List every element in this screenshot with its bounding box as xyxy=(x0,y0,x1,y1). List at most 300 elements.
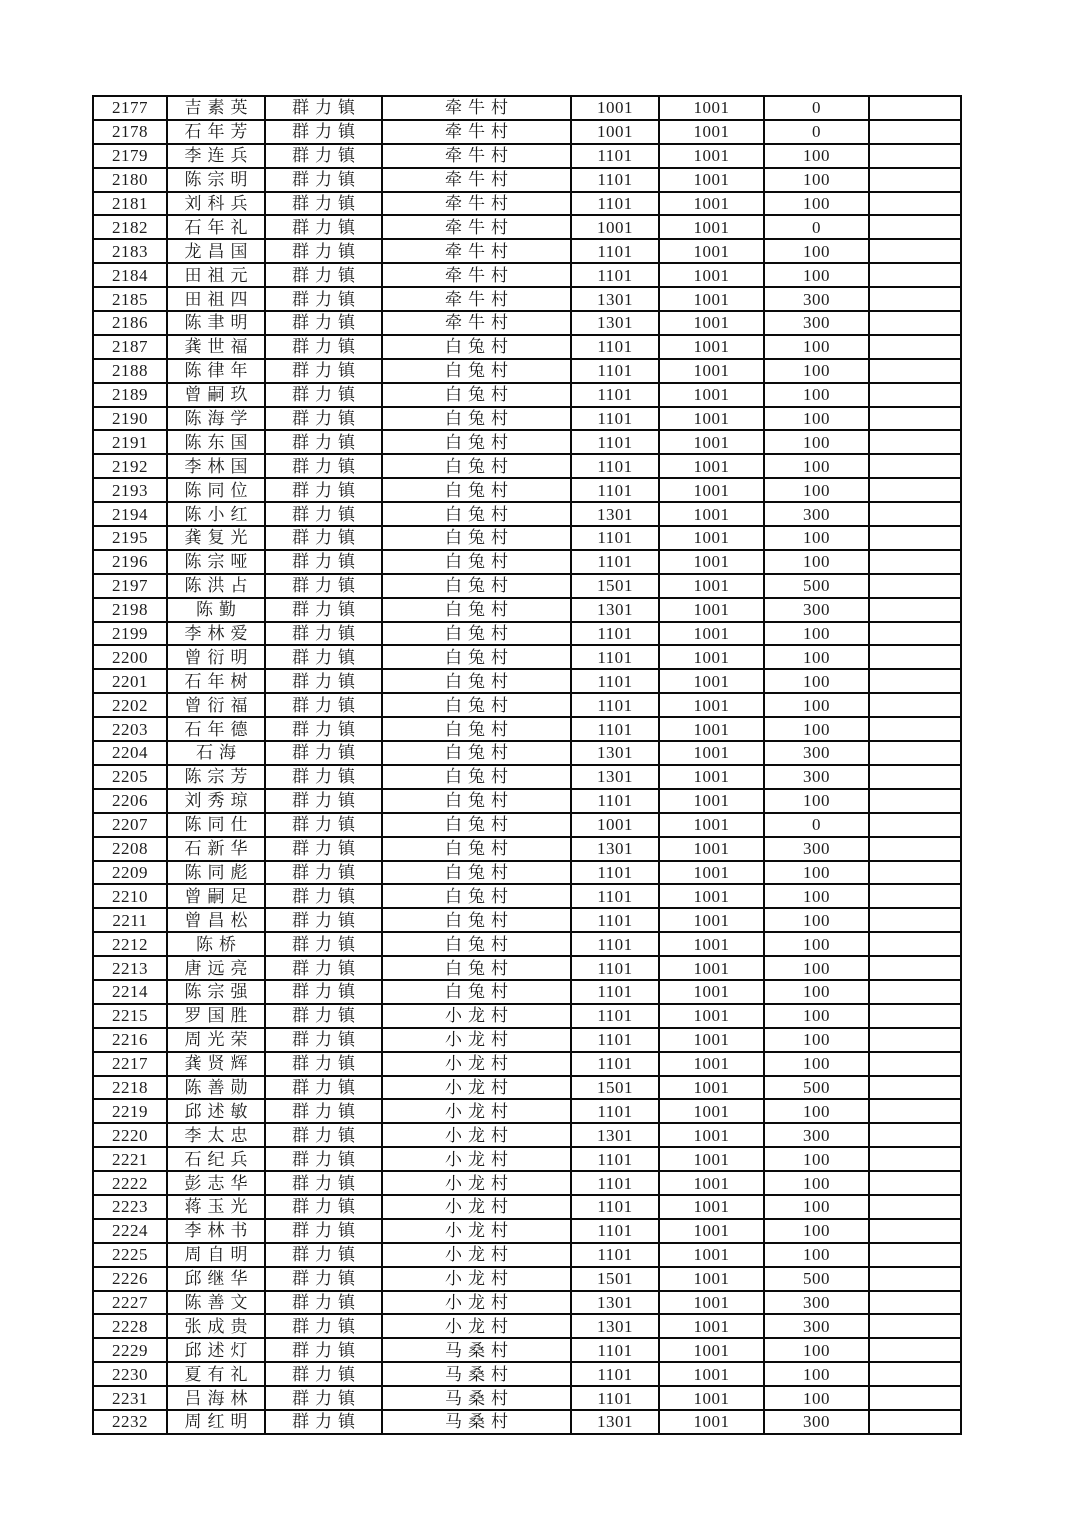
cell-amount-base: 1001 xyxy=(659,311,764,335)
cell-town: 群力镇 xyxy=(265,1028,382,1052)
cell-village: 小龙村 xyxy=(382,1052,571,1076)
table-row xyxy=(93,765,961,789)
cell-village: 小龙村 xyxy=(382,1171,571,1195)
cell-amount-difference: 300 xyxy=(764,837,869,861)
cell-amount-standard: 1101 xyxy=(571,1147,659,1171)
cell-village: 小龙村 xyxy=(382,1076,571,1100)
cell-amount-difference: 100 xyxy=(764,861,869,885)
cell-person-name: 李林国 xyxy=(167,454,265,478)
cell-town: 群力镇 xyxy=(265,263,382,287)
cell-person-name: 田祖四 xyxy=(167,287,265,311)
cell-amount-difference: 500 xyxy=(764,1267,869,1291)
cell-blank xyxy=(869,1219,961,1243)
cell-amount-difference: 300 xyxy=(764,1123,869,1147)
cell-amount-difference: 100 xyxy=(764,1338,869,1362)
cell-blank xyxy=(869,980,961,1004)
cell-amount-standard: 1101 xyxy=(571,1004,659,1028)
cell-town: 群力镇 xyxy=(265,1004,382,1028)
cell-person-name: 石年德 xyxy=(167,717,265,741)
cell-village: 白兔村 xyxy=(382,550,571,574)
cell-person-name: 刘秀琼 xyxy=(167,789,265,813)
cell-sequence-number: 2220 xyxy=(93,1123,167,1147)
cell-amount-base: 1001 xyxy=(659,837,764,861)
cell-sequence-number: 2214 xyxy=(93,980,167,1004)
cell-amount-difference: 300 xyxy=(764,502,869,526)
cell-amount-standard: 1001 xyxy=(571,215,659,239)
cell-blank xyxy=(869,287,961,311)
cell-amount-standard: 1101 xyxy=(571,1171,659,1195)
cell-person-name: 龚世福 xyxy=(167,335,265,359)
cell-amount-difference: 0 xyxy=(764,96,869,120)
cell-person-name: 刘科兵 xyxy=(167,192,265,216)
cell-person-name: 陈东国 xyxy=(167,430,265,454)
table-row xyxy=(93,1243,961,1267)
table-row xyxy=(93,598,961,622)
cell-amount-base: 1001 xyxy=(659,1410,764,1434)
cell-amount-standard: 1101 xyxy=(571,693,659,717)
cell-amount-difference: 100 xyxy=(764,144,869,168)
cell-blank xyxy=(869,526,961,550)
cell-amount-base: 1001 xyxy=(659,120,764,144)
cell-amount-difference: 100 xyxy=(764,1362,869,1386)
cell-amount-standard: 1301 xyxy=(571,598,659,622)
cell-amount-base: 1001 xyxy=(659,1171,764,1195)
cell-blank xyxy=(869,1291,961,1315)
cell-amount-difference: 100 xyxy=(764,932,869,956)
cell-amount-difference: 0 xyxy=(764,813,869,837)
cell-amount-base: 1001 xyxy=(659,789,764,813)
cell-person-name: 李连兵 xyxy=(167,144,265,168)
cell-amount-standard: 1101 xyxy=(571,168,659,192)
cell-village: 牵牛村 xyxy=(382,192,571,216)
cell-sequence-number: 2188 xyxy=(93,359,167,383)
table-row xyxy=(93,669,961,693)
table-row xyxy=(93,1099,961,1123)
cell-sequence-number: 2216 xyxy=(93,1028,167,1052)
cell-person-name: 曾嗣足 xyxy=(167,884,265,908)
cell-amount-standard: 1101 xyxy=(571,789,659,813)
cell-person-name: 邱述敏 xyxy=(167,1099,265,1123)
cell-amount-base: 1001 xyxy=(659,1195,764,1219)
table-row xyxy=(93,1052,961,1076)
cell-blank xyxy=(869,574,961,598)
cell-town: 群力镇 xyxy=(265,884,382,908)
cell-person-name: 李林爱 xyxy=(167,622,265,646)
cell-amount-standard: 1101 xyxy=(571,1052,659,1076)
cell-town: 群力镇 xyxy=(265,168,382,192)
cell-amount-base: 1001 xyxy=(659,1267,764,1291)
cell-blank xyxy=(869,789,961,813)
cell-town: 群力镇 xyxy=(265,1243,382,1267)
cell-amount-standard: 1101 xyxy=(571,430,659,454)
table-row xyxy=(93,502,961,526)
cell-village: 牵牛村 xyxy=(382,96,571,120)
cell-amount-difference: 100 xyxy=(764,1386,869,1410)
cell-person-name: 陈洪占 xyxy=(167,574,265,598)
cell-amount-base: 1001 xyxy=(659,1147,764,1171)
cell-amount-base: 1001 xyxy=(659,144,764,168)
cell-village: 白兔村 xyxy=(382,789,571,813)
cell-person-name: 曾嗣玖 xyxy=(167,383,265,407)
cell-amount-base: 1001 xyxy=(659,96,764,120)
cell-person-name: 周自明 xyxy=(167,1243,265,1267)
cell-village: 白兔村 xyxy=(382,717,571,741)
cell-amount-standard: 1101 xyxy=(571,144,659,168)
cell-person-name: 石海 xyxy=(167,741,265,765)
cell-blank xyxy=(869,1052,961,1076)
cell-amount-standard: 1101 xyxy=(571,908,659,932)
cell-village: 马桑村 xyxy=(382,1386,571,1410)
cell-sequence-number: 2227 xyxy=(93,1291,167,1315)
cell-amount-standard: 1101 xyxy=(571,717,659,741)
cell-town: 群力镇 xyxy=(265,1338,382,1362)
cell-person-name: 陈同位 xyxy=(167,478,265,502)
cell-person-name: 陈宗芳 xyxy=(167,765,265,789)
cell-sequence-number: 2222 xyxy=(93,1171,167,1195)
cell-blank xyxy=(869,502,961,526)
table-row xyxy=(93,1267,961,1291)
cell-blank xyxy=(869,1386,961,1410)
cell-village: 白兔村 xyxy=(382,765,571,789)
table-row xyxy=(93,813,961,837)
cell-amount-standard: 1101 xyxy=(571,884,659,908)
cell-amount-difference: 300 xyxy=(764,1314,869,1338)
cell-village: 小龙村 xyxy=(382,1219,571,1243)
cell-blank xyxy=(869,1076,961,1100)
cell-sequence-number: 2219 xyxy=(93,1099,167,1123)
roster-table xyxy=(92,95,962,1435)
cell-amount-base: 1001 xyxy=(659,1123,764,1147)
table-row xyxy=(93,1195,961,1219)
cell-amount-standard: 1001 xyxy=(571,96,659,120)
cell-sequence-number: 2192 xyxy=(93,454,167,478)
table-row xyxy=(93,861,961,885)
cell-blank xyxy=(869,1243,961,1267)
cell-village: 白兔村 xyxy=(382,526,571,550)
cell-person-name: 石纪兵 xyxy=(167,1147,265,1171)
cell-amount-base: 1001 xyxy=(659,598,764,622)
cell-town: 群力镇 xyxy=(265,956,382,980)
cell-amount-base: 1001 xyxy=(659,430,764,454)
cell-amount-standard: 1301 xyxy=(571,837,659,861)
cell-sequence-number: 2221 xyxy=(93,1147,167,1171)
cell-person-name: 陈勤 xyxy=(167,598,265,622)
cell-town: 群力镇 xyxy=(265,239,382,263)
table-row xyxy=(93,1362,961,1386)
cell-amount-difference: 0 xyxy=(764,120,869,144)
cell-amount-difference: 100 xyxy=(764,263,869,287)
table-row xyxy=(93,956,961,980)
cell-amount-base: 1001 xyxy=(659,669,764,693)
cell-amount-difference: 100 xyxy=(764,526,869,550)
cell-person-name: 陈善勋 xyxy=(167,1076,265,1100)
cell-village: 白兔村 xyxy=(382,383,571,407)
cell-amount-base: 1001 xyxy=(659,813,764,837)
cell-blank xyxy=(869,693,961,717)
cell-village: 白兔村 xyxy=(382,454,571,478)
cell-village: 白兔村 xyxy=(382,908,571,932)
table-row xyxy=(93,359,961,383)
cell-town: 群力镇 xyxy=(265,861,382,885)
cell-town: 群力镇 xyxy=(265,478,382,502)
cell-amount-base: 1001 xyxy=(659,239,764,263)
cell-amount-difference: 100 xyxy=(764,717,869,741)
cell-person-name: 陈桥 xyxy=(167,932,265,956)
cell-amount-difference: 100 xyxy=(764,1052,869,1076)
cell-amount-base: 1001 xyxy=(659,1028,764,1052)
cell-amount-standard: 1001 xyxy=(571,120,659,144)
cell-amount-difference: 100 xyxy=(764,1099,869,1123)
cell-person-name: 陈同仕 xyxy=(167,813,265,837)
cell-sequence-number: 2209 xyxy=(93,861,167,885)
cell-sequence-number: 2181 xyxy=(93,192,167,216)
cell-village: 白兔村 xyxy=(382,478,571,502)
cell-person-name: 吉素英 xyxy=(167,96,265,120)
cell-village: 牵牛村 xyxy=(382,168,571,192)
cell-town: 群力镇 xyxy=(265,1171,382,1195)
table-row xyxy=(93,430,961,454)
cell-amount-difference: 300 xyxy=(764,1410,869,1434)
cell-sequence-number: 2210 xyxy=(93,884,167,908)
cell-sequence-number: 2218 xyxy=(93,1076,167,1100)
cell-amount-difference: 100 xyxy=(764,192,869,216)
cell-sequence-number: 2223 xyxy=(93,1195,167,1219)
cell-amount-base: 1001 xyxy=(659,1338,764,1362)
cell-village: 小龙村 xyxy=(382,1314,571,1338)
table-row xyxy=(93,1219,961,1243)
cell-amount-difference: 100 xyxy=(764,908,869,932)
cell-village: 白兔村 xyxy=(382,645,571,669)
cell-blank xyxy=(869,645,961,669)
cell-amount-base: 1001 xyxy=(659,1052,764,1076)
cell-village: 白兔村 xyxy=(382,980,571,1004)
cell-amount-base: 1001 xyxy=(659,741,764,765)
cell-amount-base: 1001 xyxy=(659,1076,764,1100)
cell-sequence-number: 2193 xyxy=(93,478,167,502)
cell-amount-base: 1001 xyxy=(659,287,764,311)
cell-blank xyxy=(869,598,961,622)
cell-town: 群力镇 xyxy=(265,1195,382,1219)
cell-sequence-number: 2180 xyxy=(93,168,167,192)
cell-sequence-number: 2199 xyxy=(93,622,167,646)
cell-town: 群力镇 xyxy=(265,335,382,359)
cell-amount-standard: 1101 xyxy=(571,478,659,502)
cell-village: 白兔村 xyxy=(382,741,571,765)
table-row xyxy=(93,837,961,861)
cell-blank xyxy=(869,1123,961,1147)
cell-village: 白兔村 xyxy=(382,693,571,717)
cell-amount-difference: 100 xyxy=(764,550,869,574)
cell-sequence-number: 2191 xyxy=(93,430,167,454)
cell-village: 小龙村 xyxy=(382,1123,571,1147)
cell-amount-difference: 100 xyxy=(764,430,869,454)
cell-town: 群力镇 xyxy=(265,144,382,168)
cell-town: 群力镇 xyxy=(265,741,382,765)
cell-town: 群力镇 xyxy=(265,669,382,693)
cell-person-name: 彭志华 xyxy=(167,1171,265,1195)
cell-person-name: 蒋玉光 xyxy=(167,1195,265,1219)
cell-blank xyxy=(869,1004,961,1028)
cell-amount-standard: 1101 xyxy=(571,956,659,980)
cell-town: 群力镇 xyxy=(265,574,382,598)
cell-person-name: 龙昌国 xyxy=(167,239,265,263)
cell-town: 群力镇 xyxy=(265,645,382,669)
cell-person-name: 陈宗哑 xyxy=(167,550,265,574)
cell-sequence-number: 2232 xyxy=(93,1410,167,1434)
cell-person-name: 石年树 xyxy=(167,669,265,693)
cell-town: 群力镇 xyxy=(265,1362,382,1386)
cell-amount-difference: 100 xyxy=(764,693,869,717)
cell-person-name: 陈宗明 xyxy=(167,168,265,192)
cell-amount-base: 1001 xyxy=(659,861,764,885)
cell-town: 群力镇 xyxy=(265,908,382,932)
cell-amount-base: 1001 xyxy=(659,765,764,789)
cell-person-name: 周红明 xyxy=(167,1410,265,1434)
cell-blank xyxy=(869,120,961,144)
cell-sequence-number: 2225 xyxy=(93,1243,167,1267)
cell-amount-difference: 100 xyxy=(764,383,869,407)
cell-amount-base: 1001 xyxy=(659,980,764,1004)
cell-amount-base: 1001 xyxy=(659,335,764,359)
cell-town: 群力镇 xyxy=(265,789,382,813)
cell-amount-difference: 100 xyxy=(764,407,869,431)
table-row xyxy=(93,1338,961,1362)
table-row xyxy=(93,550,961,574)
cell-person-name: 龚贤辉 xyxy=(167,1052,265,1076)
cell-sequence-number: 2213 xyxy=(93,956,167,980)
cell-village: 马桑村 xyxy=(382,1362,571,1386)
cell-town: 群力镇 xyxy=(265,1099,382,1123)
cell-village: 马桑村 xyxy=(382,1338,571,1362)
cell-town: 群力镇 xyxy=(265,287,382,311)
cell-sequence-number: 2187 xyxy=(93,335,167,359)
cell-amount-base: 1001 xyxy=(659,478,764,502)
cell-town: 群力镇 xyxy=(265,717,382,741)
table-row xyxy=(93,717,961,741)
cell-town: 群力镇 xyxy=(265,311,382,335)
cell-person-name: 夏有礼 xyxy=(167,1362,265,1386)
cell-amount-standard: 1301 xyxy=(571,287,659,311)
cell-village: 白兔村 xyxy=(382,407,571,431)
table-row xyxy=(93,741,961,765)
cell-town: 群力镇 xyxy=(265,1123,382,1147)
cell-town: 群力镇 xyxy=(265,1267,382,1291)
cell-amount-standard: 1101 xyxy=(571,550,659,574)
cell-village: 白兔村 xyxy=(382,813,571,837)
cell-amount-standard: 1301 xyxy=(571,1410,659,1434)
cell-person-name: 陈聿明 xyxy=(167,311,265,335)
cell-village: 牵牛村 xyxy=(382,120,571,144)
cell-amount-standard: 1101 xyxy=(571,359,659,383)
cell-village: 白兔村 xyxy=(382,956,571,980)
cell-amount-base: 1001 xyxy=(659,168,764,192)
cell-amount-standard: 1101 xyxy=(571,1099,659,1123)
cell-sequence-number: 2189 xyxy=(93,383,167,407)
cell-amount-base: 1001 xyxy=(659,1004,764,1028)
cell-blank xyxy=(869,861,961,885)
cell-amount-difference: 300 xyxy=(764,741,869,765)
cell-village: 白兔村 xyxy=(382,574,571,598)
cell-amount-standard: 1301 xyxy=(571,741,659,765)
cell-village: 白兔村 xyxy=(382,622,571,646)
cell-sequence-number: 2217 xyxy=(93,1052,167,1076)
cell-sequence-number: 2229 xyxy=(93,1338,167,1362)
cell-sequence-number: 2212 xyxy=(93,932,167,956)
table-row xyxy=(93,239,961,263)
cell-amount-standard: 1101 xyxy=(571,1362,659,1386)
cell-blank xyxy=(869,1314,961,1338)
cell-amount-standard: 1101 xyxy=(571,383,659,407)
cell-blank xyxy=(869,335,961,359)
cell-amount-standard: 1101 xyxy=(571,1028,659,1052)
cell-amount-base: 1001 xyxy=(659,1314,764,1338)
cell-person-name: 唐远亮 xyxy=(167,956,265,980)
cell-blank xyxy=(869,215,961,239)
cell-person-name: 李太忠 xyxy=(167,1123,265,1147)
cell-amount-standard: 1101 xyxy=(571,645,659,669)
cell-town: 群力镇 xyxy=(265,192,382,216)
cell-amount-difference: 100 xyxy=(764,1171,869,1195)
cell-town: 群力镇 xyxy=(265,454,382,478)
cell-town: 群力镇 xyxy=(265,622,382,646)
cell-town: 群力镇 xyxy=(265,359,382,383)
cell-amount-base: 1001 xyxy=(659,645,764,669)
cell-blank xyxy=(869,741,961,765)
cell-town: 群力镇 xyxy=(265,502,382,526)
cell-village: 小龙村 xyxy=(382,1267,571,1291)
cell-person-name: 李林书 xyxy=(167,1219,265,1243)
cell-amount-base: 1001 xyxy=(659,1219,764,1243)
table-row xyxy=(93,383,961,407)
table-row xyxy=(93,478,961,502)
table-row xyxy=(93,144,961,168)
cell-town: 群力镇 xyxy=(265,813,382,837)
cell-town: 群力镇 xyxy=(265,120,382,144)
cell-amount-standard: 1101 xyxy=(571,669,659,693)
table-row xyxy=(93,1076,961,1100)
cell-sequence-number: 2182 xyxy=(93,215,167,239)
cell-amount-standard: 1301 xyxy=(571,311,659,335)
cell-town: 群力镇 xyxy=(265,383,382,407)
table-row xyxy=(93,645,961,669)
cell-sequence-number: 2207 xyxy=(93,813,167,837)
cell-blank xyxy=(869,837,961,861)
cell-amount-base: 1001 xyxy=(659,956,764,980)
cell-town: 群力镇 xyxy=(265,430,382,454)
cell-amount-standard: 1101 xyxy=(571,622,659,646)
cell-village: 白兔村 xyxy=(382,932,571,956)
cell-amount-base: 1001 xyxy=(659,407,764,431)
cell-amount-base: 1001 xyxy=(659,1386,764,1410)
cell-amount-difference: 100 xyxy=(764,645,869,669)
cell-sequence-number: 2224 xyxy=(93,1219,167,1243)
table-row xyxy=(93,789,961,813)
cell-blank xyxy=(869,1171,961,1195)
table-row xyxy=(93,311,961,335)
table-row xyxy=(93,192,961,216)
cell-amount-standard: 1301 xyxy=(571,502,659,526)
cell-amount-base: 1001 xyxy=(659,359,764,383)
cell-village: 白兔村 xyxy=(382,669,571,693)
cell-village: 小龙村 xyxy=(382,1004,571,1028)
cell-amount-base: 1001 xyxy=(659,932,764,956)
cell-sequence-number: 2198 xyxy=(93,598,167,622)
cell-amount-standard: 1101 xyxy=(571,932,659,956)
cell-person-name: 石年礼 xyxy=(167,215,265,239)
cell-amount-base: 1001 xyxy=(659,526,764,550)
cell-blank xyxy=(869,884,961,908)
cell-amount-base: 1001 xyxy=(659,717,764,741)
